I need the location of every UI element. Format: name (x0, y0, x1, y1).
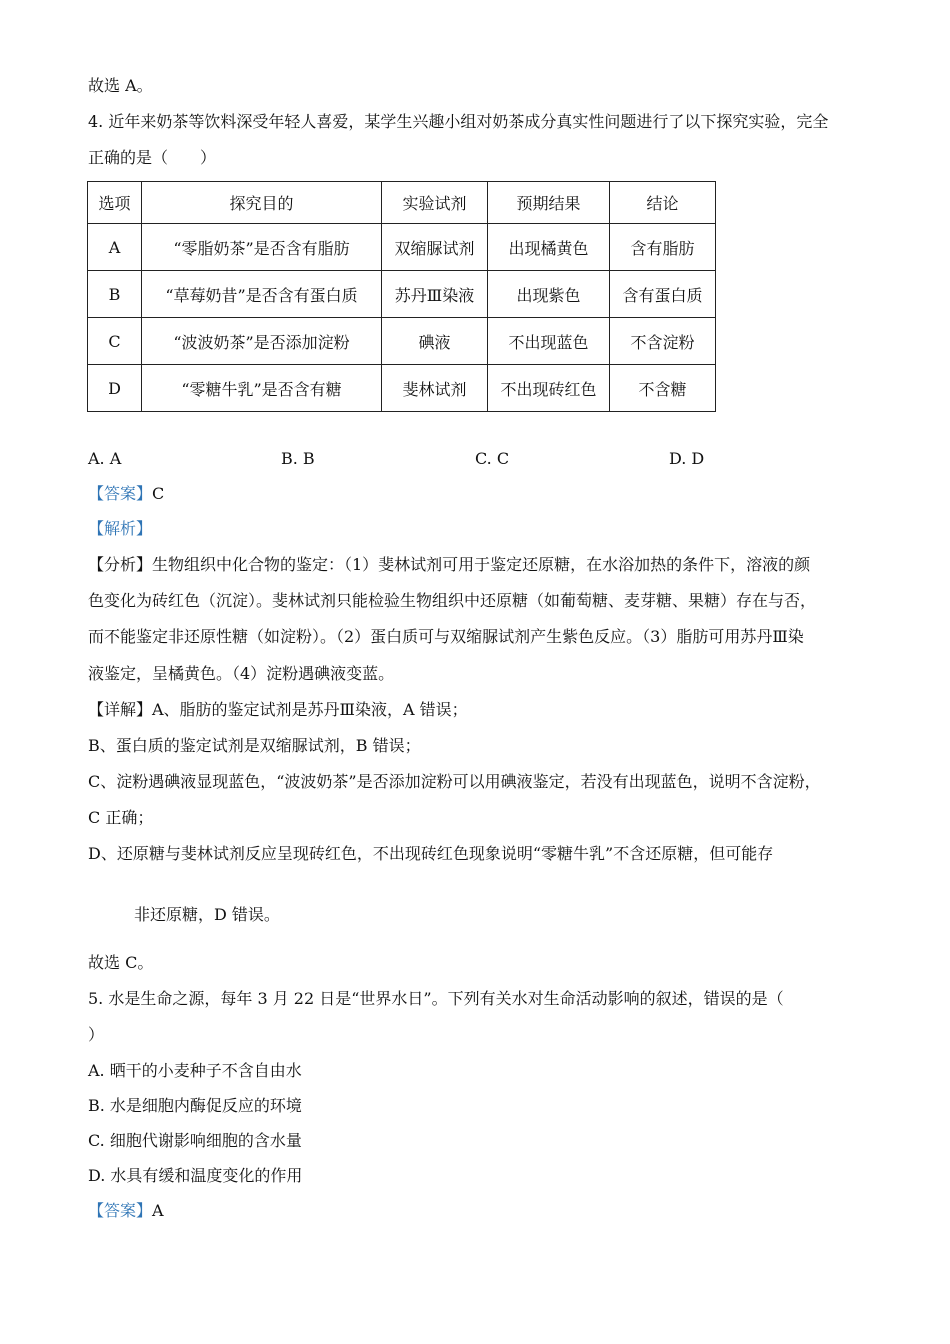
q5-answer (88, 1200, 164, 1222)
analysis-line: 色变化为砖红色（沉淀）。斐林试剂只能检验生物组织中还原糖（如葡萄糖、麦芽糖、果糖）存在与否， (88, 591, 817, 610)
table-cell: 含有蛋白质 (610, 271, 716, 318)
detail-line: 【详解】A、脂肪的鉴定试剂是苏丹Ⅲ染液，A 错误； (88, 700, 468, 719)
table-cell: 不出现砖红色 (488, 365, 610, 412)
analysis-line: 而不能鉴定非还原性糖（如淀粉）。（2）蛋白质可与双缩脲试剂产生紫色反应。（3）脂肪可用苏丹Ⅲ染 (88, 627, 804, 646)
table-row (88, 271, 716, 318)
table-cell: C (88, 318, 142, 365)
q4-option-b: B. B (281, 449, 315, 468)
q5-stem-line2: ） (88, 1025, 105, 1044)
table-cell: 苏丹Ⅲ染液 (382, 271, 488, 318)
answer-value: A (152, 1201, 164, 1220)
prev-answer-conclusion: 故选 A。 (88, 76, 153, 95)
table-cell: 出现橘黄色 (488, 224, 610, 271)
table-row (88, 224, 716, 271)
q4-option-c: C. C (475, 449, 510, 468)
table-cell: 斐林试剂 (382, 365, 488, 412)
q4-stem-line1: 4. 近年来奶茶等饮料深受年轻人喜爱，某学生兴趣小组对奶茶成分真实性问题进行了以下探究实验，完全 (88, 112, 829, 131)
table-cell: “零糖牛乳”是否含有糖 (142, 365, 382, 412)
table-header-cell: 预期结果 (488, 182, 610, 224)
q5-option-a: A. 晒干的小麦种子不含自由水 (88, 1061, 302, 1080)
table-header-cell: 结论 (610, 182, 716, 224)
q5-option-b: B. 水是细胞内酶促反应的环境 (88, 1096, 302, 1115)
q5-option-d: D. 水具有缓和温度变化的作用 (88, 1166, 303, 1185)
table-header-row (88, 182, 716, 224)
table-cell: A (88, 224, 142, 271)
table-cell: 含有脂肪 (610, 224, 716, 271)
answer-tag: 【答案】 (88, 484, 153, 503)
table-cell: 碘液 (382, 318, 488, 365)
table-cell: 双缩脲试剂 (382, 224, 488, 271)
table-cell: “草莓奶昔”是否含有蛋白质 (142, 271, 382, 318)
answer-value: C (152, 484, 165, 503)
q4-stem-line2: 正确的是（ ） (88, 148, 217, 167)
table-header-cell: 选项 (88, 182, 142, 224)
table-cell: “波波奶茶”是否添加淀粉 (142, 318, 382, 365)
table-cell: 不含糖 (610, 365, 716, 412)
q4-table (87, 181, 716, 412)
table-row (88, 318, 716, 365)
q4-analysis-tag: 【解析】 (88, 519, 153, 538)
table-cell: 不出现蓝色 (488, 318, 610, 365)
detail-line: D、还原糖与斐林试剂反应呈现砖红色，不出现砖红色现象说明“零糖牛乳”不含还原糖，但可能存 (88, 844, 774, 863)
q4-conclusion: 故选 C。 (88, 953, 154, 972)
table-header-cell: 探究目的 (142, 182, 382, 224)
table-cell: 出现紫色 (488, 271, 610, 318)
table-cell: “零脂奶茶”是否含有脂肪 (142, 224, 382, 271)
q5-stem-line1: 5. 水是生命之源，每年 3 月 22 日是“世界水日”。下列有关水对生命活动影响的叙述，错误的是（ (88, 989, 784, 1008)
analysis-line: 【分析】生物组织中化合物的鉴定：（1）斐林试剂可用于鉴定还原糖，在水浴加热的条件下，溶液的颜 (88, 555, 811, 574)
answer-tag: 【答案】 (88, 1201, 153, 1220)
detail-line: C、淀粉遇碘液显现蓝色，“波波奶茶”是否添加淀粉可以用碘液鉴定，若没有出现蓝色，说明不含淀粉， (88, 772, 821, 791)
q4-option-d: D. D (669, 449, 705, 468)
q4-option-a: A. A (88, 449, 122, 468)
detail-line-indented: 非还原糖，D 错误。 (134, 905, 280, 924)
q4-answer (88, 483, 164, 505)
table-header-cell: 实验试剂 (382, 182, 488, 224)
table-row (88, 365, 716, 412)
detail-line: C 正确； (88, 808, 154, 827)
detail-line: B、蛋白质的鉴定试剂是双缩脲试剂，B 错误； (88, 736, 421, 755)
analysis-line: 液鉴定，呈橘黄色。（4）淀粉遇碘液变蓝。 (88, 664, 395, 683)
table-cell: D (88, 365, 142, 412)
table-cell: B (88, 271, 142, 318)
q5-option-c: C. 细胞代谢影响细胞的含水量 (88, 1131, 302, 1150)
table-cell: 不含淀粉 (610, 318, 716, 365)
